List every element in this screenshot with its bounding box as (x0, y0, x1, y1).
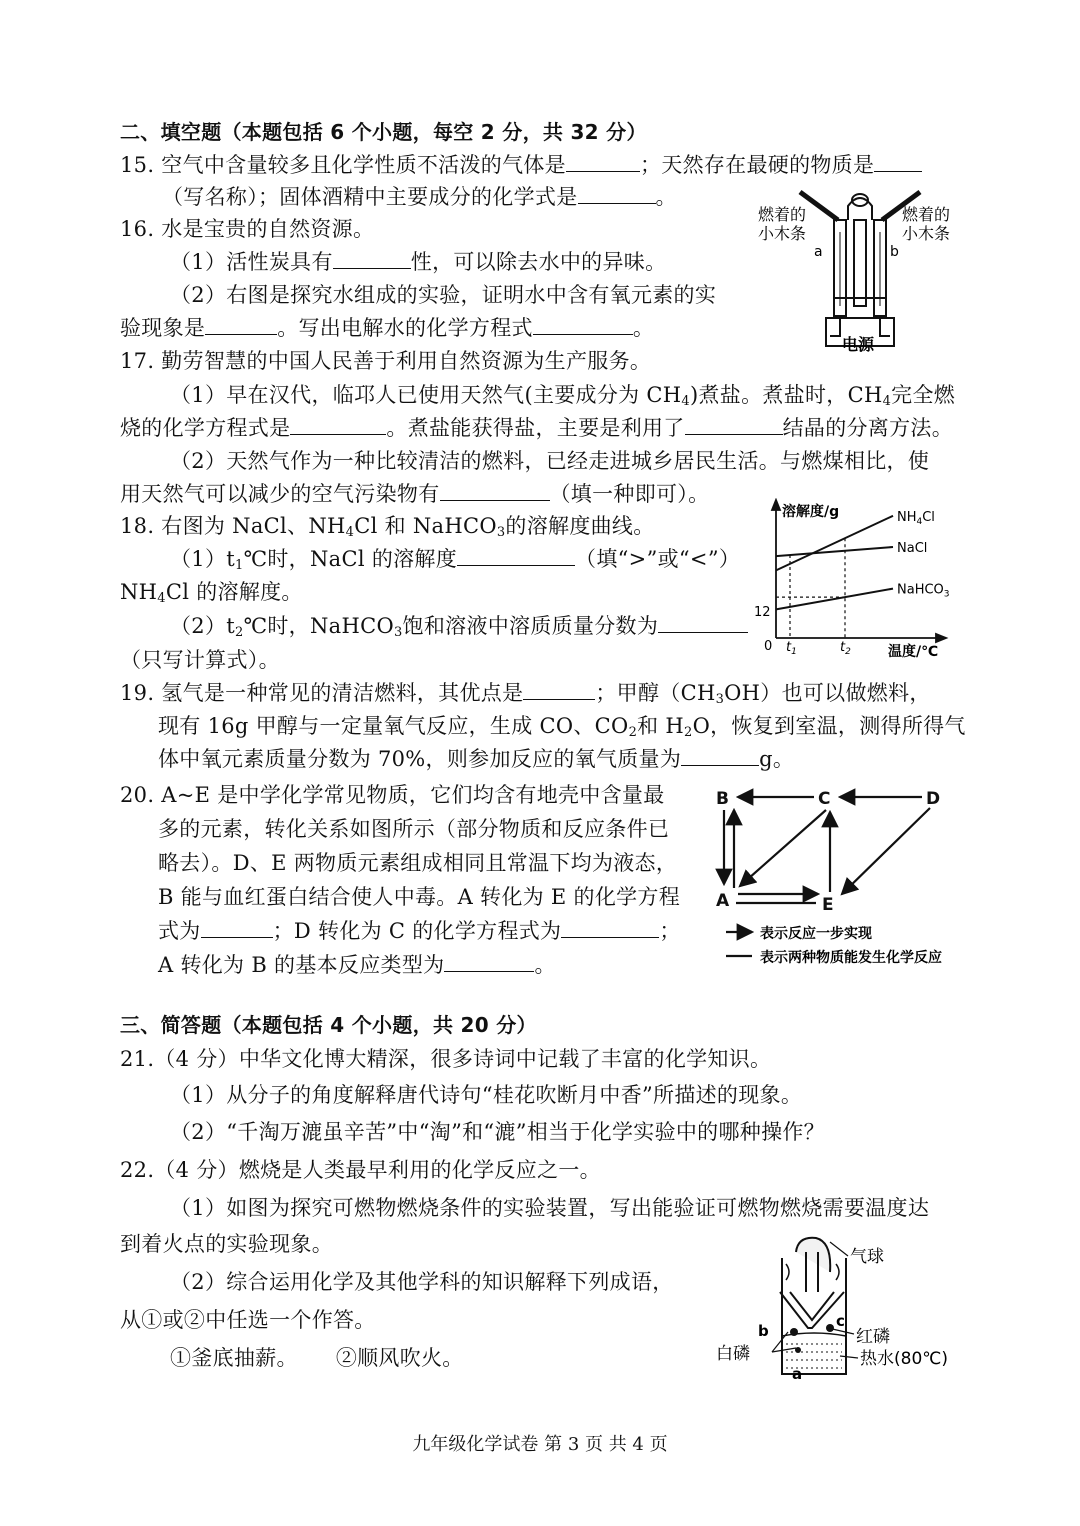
answer-blank[interactable] (874, 153, 922, 172)
section-2-heading: 二、填空题（本题包括 6 个小题，每空 2 分，共 32 分） (120, 120, 647, 144)
subscript: 3 (496, 525, 506, 540)
q16-p2-text-c: 。写出电解水的化学方程式 (277, 316, 533, 340)
label-a: a (792, 1365, 803, 1382)
q19-text-f: O，恢复到室温，测得所得气 (692, 714, 966, 738)
page-footer: 九年级化学试卷 第 3 页 共 4 页 (412, 1434, 668, 1455)
q21-part2: （2）“千淘万漉虽辛苦”中“淘”和“漉”相当于化学实验中的哪种操作？ (170, 1120, 825, 1144)
q17-part1-line1 (170, 380, 955, 410)
answer-blank[interactable] (561, 919, 659, 938)
q15-text-b: ；天然存在最硬的物质是 (639, 153, 875, 177)
solubility-chart (748, 498, 958, 663)
answer-blank[interactable] (205, 316, 277, 335)
q15-text-a: 15. 空气中含量较多且化学性质不活泼的气体是 (120, 153, 566, 177)
q19-text-b: ；甲醇（CH (595, 681, 716, 705)
q18-p1-text-c: （填“>”或“<”） (575, 547, 741, 571)
q20-line6 (158, 950, 556, 980)
red-phosphorus-label: 红磷 (856, 1327, 890, 1347)
q16-p2-text-b: 验现象是 (120, 316, 206, 340)
chart-x-tick-t2: $t_2$ (840, 640, 851, 657)
answer-blank[interactable] (457, 547, 575, 566)
q22-part2-line1: （2）综合运用化学及其他学科的知识解释下列成语， (170, 1270, 674, 1294)
q22-part1-line1: （1）如图为探究可燃物燃烧条件的实验装置，写出能验证可燃物燃烧需要温度达 (170, 1196, 930, 1220)
q17-stem: 17. 勤劳智慧的中国人民善于利用自然资源为生产服务。 (120, 349, 652, 373)
subscript: 4 (345, 525, 355, 540)
q19-text-g: 体中氧元素质量分数为 70%，则参加反应的氧气质量为 (158, 747, 682, 771)
q20-text-6a: A 转化为 B 的基本反应类型为 (158, 953, 445, 977)
curve-NaHCO3 (776, 589, 893, 610)
q21-part1: （1）从分子的角度解释唐代诗句“桂花吹断月中香”所描述的现象。 (170, 1083, 803, 1107)
right-stick-label-1: 燃着的 (902, 205, 951, 224)
q18-stem-c: 的溶解度曲线。 (505, 514, 655, 538)
q15-text-c: （写名称）；固体酒精中主要成分的化学式是 (162, 185, 578, 209)
node-A: A (716, 891, 730, 911)
node-D: D (926, 789, 941, 809)
q20-line3: 略去）。D、E 两物质元素组成相同且常温下均为液态， (158, 851, 678, 875)
q20-line5 (158, 916, 681, 946)
q20-text-6b: 。 (534, 953, 556, 977)
q22-options (170, 1343, 464, 1373)
q22-part2-line2: 从①或②中任选一个作答。 (120, 1308, 376, 1332)
answer-blank[interactable] (440, 482, 550, 501)
power-supply-label: 电源 (842, 335, 875, 354)
q18-part2-line2: （只写计算式）。 (120, 648, 280, 672)
q20-text-5c: ； (659, 919, 681, 943)
combustion-figure (712, 1232, 962, 1382)
q16-part2-line2 (120, 313, 654, 343)
q19-line1 (120, 678, 931, 708)
curve-NH4Cl (776, 516, 893, 571)
answer-blank[interactable] (533, 316, 633, 335)
q19-text-e: 和 H (637, 714, 685, 738)
beaker-apparatus-icon (772, 1238, 858, 1374)
q22-part1-line2: 到着火点的实验现象。 (120, 1232, 333, 1256)
balloon-label: 气球 (850, 1247, 884, 1267)
chart-x-label: 温度/℃ (888, 644, 939, 660)
tube-a-label: a (814, 244, 823, 260)
legend-line-text: 表示两种物质能发生化学反应 (760, 950, 942, 966)
q15-line2 (162, 182, 677, 212)
chart-y-label: 溶解度/g (782, 504, 840, 520)
subscript: 2 (628, 725, 638, 740)
red-phosphorus (826, 1324, 834, 1332)
node-B: B (716, 789, 729, 809)
left-stick-label-2: 小木条 (758, 224, 807, 243)
q16-p1-text-a: （1）活性炭具有 (170, 250, 333, 274)
q17-p1-text-b: )煮盐。煮盐时，CH (690, 383, 883, 407)
q17-part2-line1: （2）天然气作为一种比较清洁的燃料，已经走进城乡居民生活。与燃煤相比，使 (170, 449, 930, 473)
label-c: c (836, 1312, 845, 1330)
answer-blank[interactable] (523, 681, 595, 700)
q17-p1-text-f: 结晶的分离方法。 (782, 416, 954, 440)
subscript: 3 (393, 625, 403, 640)
subscript: 2 (235, 625, 244, 640)
subscript: 2 (684, 725, 693, 740)
answer-blank[interactable] (290, 416, 386, 435)
q18-p1-text-b: ℃时，NaCl 的溶解度 (243, 547, 458, 571)
q18-p2-text-c: 饱和溶液中溶质质量分数为 (402, 614, 659, 638)
q16-part2-line1: （2）右图是探究水组成的实验，证明水中含有氧元素的实 (170, 283, 717, 307)
q18-p2-text-a: （2）t (170, 614, 235, 638)
q19-line3 (158, 744, 794, 774)
q15-text-d: 。 (655, 185, 677, 209)
curve-NaCl (776, 547, 893, 556)
node-C: C (818, 789, 831, 809)
answer-blank[interactable] (658, 614, 748, 633)
white-phosphorus-a (795, 1347, 801, 1353)
q17-part2-line2 (120, 479, 709, 509)
q20-text-5b: ；D 转化为 C 的化学方程式为 (272, 919, 562, 943)
q17-p2-text-b: 用天然气可以减少的空气污染物有 (120, 482, 440, 506)
q16-part1 (170, 247, 666, 277)
q18-p1-text-e: Cl 的溶解度。 (165, 580, 303, 604)
answer-blank[interactable] (685, 416, 783, 435)
curve-label-NaHCO3: NaHCO$_3$ (897, 582, 950, 600)
answer-blank[interactable] (566, 153, 640, 172)
q17-p2-text-c: （填一种即可）。 (549, 482, 710, 506)
q19-line2 (158, 711, 966, 741)
node-E: E (822, 895, 834, 915)
q16-p1-text-b: 性，可以除去水中的异味。 (410, 250, 667, 274)
q17-p1-text-c: 完全燃 (891, 383, 956, 407)
q18-p1-text-d: NH (120, 580, 158, 604)
q22-stem: 22.（4 分）燃烧是人类最早利用的化学反应之一。 (120, 1158, 601, 1182)
q18-p2-text-b: ℃时，NaHCO (243, 614, 394, 638)
electrolysis-figure (750, 186, 970, 366)
subscript: 4 (157, 591, 166, 606)
answer-blank[interactable] (578, 185, 656, 204)
section-3-heading: 三、简答题（本题包括 4 个小题，共 20 分） (120, 1013, 537, 1037)
hot-water-label: 热水(80℃) (860, 1349, 948, 1369)
chart-y-tick-12: 12 (754, 605, 771, 620)
subscript: 1 (791, 647, 797, 657)
white-phosphorus-label: 白磷 (716, 1344, 750, 1364)
q16-p2-text-d: 。 (632, 316, 655, 340)
q16-stem: 16. 水是宝贵的自然资源。 (120, 217, 375, 241)
q22-option-2: ②顺风吹火。 (335, 1346, 464, 1370)
q18-part1-line2 (120, 577, 303, 607)
chart-x-tick-t1: $t_1$ (786, 640, 797, 657)
q18-stem (120, 511, 655, 541)
right-stick-label-2: 小木条 (902, 224, 951, 243)
q17-p1-text-e: 。煮盐能获得盐，主要是利用了 (386, 416, 685, 440)
q18-part1-line1 (170, 544, 740, 574)
q17-p1-text-d: 烧的化学方程式是 (120, 416, 291, 440)
chart-origin-label: 0 (764, 639, 773, 654)
q20-line1: 20. A~E 是中学化学常见物质，它们均含有地壳中含量最 (120, 783, 665, 807)
curve-label-NaCl: NaCl (897, 541, 928, 556)
q18-stem-b: Cl 和 NaHCO (354, 514, 497, 538)
q20-line2: 多的元素，转化关系如图所示（部分物质和反应条件已 (158, 817, 670, 841)
legend-arrow-text: 表示反应一步实现 (760, 926, 872, 942)
subscript: 1 (235, 558, 244, 573)
q17-p1-text-a: （1）早在汉代，临邛人已使用天然气(主要成分为 CH (170, 383, 682, 407)
q18-stem-a: 18. 右图为 NaCl、NH (120, 514, 346, 538)
q22-option-1: ①釜底抽薪。 (170, 1346, 298, 1370)
q15-line1 (120, 150, 922, 180)
q20-line4: B 能与血红蛋白结合使人中毒。A 转化为 E 的化学方程 (158, 885, 681, 909)
q20-text-5a: 式为 (158, 919, 201, 943)
q19-text-a: 19. 氢气是一种常见的清洁燃料，其优点是 (120, 681, 524, 705)
label-b: b (758, 1322, 769, 1340)
q19-text-h: g。 (759, 747, 795, 771)
white-phosphorus-b (790, 1328, 798, 1336)
subscript: 2 (845, 647, 851, 657)
q18-part2-line1 (170, 611, 748, 641)
tube-b-label: b (890, 244, 899, 260)
chart-marks (776, 510, 950, 638)
curve-label-NH4Cl: $NH_4Cl$ (897, 509, 935, 527)
q21-stem: 21.（4 分）中华文化博大精深，很多诗词中记载了丰富的化学知识。 (120, 1047, 772, 1071)
q17-part1-line2 (120, 413, 953, 443)
answer-blank[interactable] (201, 919, 273, 938)
subscript: 4 (681, 394, 690, 409)
subscript: 3 (715, 692, 725, 707)
q18-p1-text-a: （1）t (170, 547, 235, 571)
answer-blank[interactable] (333, 250, 411, 269)
answer-blank[interactable] (444, 953, 534, 972)
answer-blank[interactable] (681, 747, 759, 766)
conversion-diagram (712, 784, 962, 970)
q19-text-d: 现有 16g 甲醇与一定量氧气反应，生成 CO、CO (158, 714, 629, 738)
left-stick-label-1: 燃着的 (758, 205, 807, 224)
q19-text-c: OH）也可以做燃料， (724, 681, 931, 705)
subscript: 4 (882, 394, 892, 409)
